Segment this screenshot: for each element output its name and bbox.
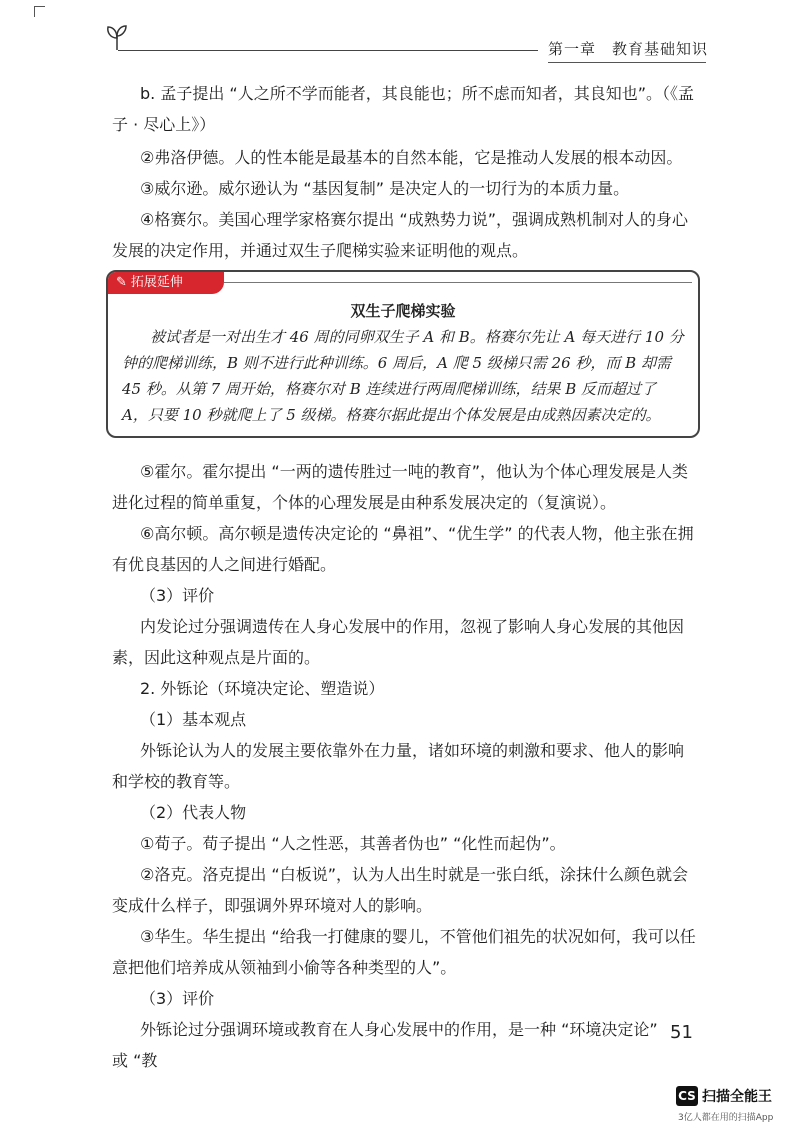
chapter-title: 第一章 教育基础知识 (548, 40, 709, 58)
heading-evaluation-2: （3）评价 (140, 989, 215, 1008)
paragraph-gesell: ④格赛尔。美国心理学家格赛尔提出 “成熟势力说”，强调成熟机制对人的身心发展的决定作用，并通过双生子爬梯实验来证明他的观点。 (112, 210, 689, 260)
paragraph-xunzi: ①荀子。荀子提出 “人之性恶，其善者伪也” “化性而起伪”。 (140, 834, 566, 853)
paragraph-watson: ③华生。华生提出 “给我一打健康的婴儿，不管他们祖先的状况如何，我可以任意把他们培养成从领袖到小偷等各种类型的人”。 (112, 927, 696, 977)
scanner-watermark (676, 1084, 786, 1124)
extension-tab-label: 拓展延伸 (130, 275, 183, 290)
paragraph-evaluation-1: 内发论过分强调遗传在人身心发展中的作用，忽视了影响人身心发展的其他因素，因此这种观点是片面的。 (112, 617, 685, 667)
paragraph-wilson: ③威尔逊。威尔逊认为 “基因复制” 是决定人的一切行为的本质力量。 (140, 179, 630, 198)
pen-icon: ✎ (116, 275, 127, 290)
paragraph-freud: ②弗洛伊德。人的性本能是最基本的自然本能，它是推动人发展的根本动因。 (140, 148, 683, 167)
paragraph-mencius: b. 孟子提出 “人之所不学而能者，其良能也；所不虑而知者，其良知也”。（《孟子 · 尽心上》） (112, 84, 694, 134)
heading-evaluation-1: （3）评价 (140, 586, 215, 605)
scanner-name: 扫描全能王 (702, 1089, 772, 1105)
scanner-tagline: 3亿人都在用的扫描App (678, 1113, 774, 1123)
extension-tab (108, 272, 224, 294)
header-rule (118, 50, 538, 51)
paragraph-hall: ⑤霍尔。霍尔提出 “一两的遗传胜过一吨的教育”，他认为个体心理发展是人类进化过程的简单重复，个体的心理发展是由种系发展决定的（复演说）。 (112, 462, 689, 512)
paragraph-galton: ⑥高尔顿。高尔顿是遗传决定论的 “鼻祖”、“优生学” 的代表人物，他主张在拥有优良基因的人之间进行婚配。 (112, 524, 694, 574)
extension-title: 双生子爬梯实验 (350, 302, 456, 320)
scanner-logo-icon: CS (676, 1086, 698, 1106)
heading-basic-view: （1）基本观点 (140, 710, 247, 729)
extension-box (106, 270, 700, 438)
extension-body: 被试者是一对出生才 46 周的同卵双生子 A 和 B。格赛尔先让 A 每天进行 10 分钟的爬梯训练，B 则不进行此种训练。6 周后，A 爬 5 级梯只需 26 秒，而 B 却需 45 秒。从第 7 周开始，格赛尔对 B 连续进行两周爬梯训练，结果 B 反而超过了 A，只要 10 秒就爬上了 5 级梯。格赛尔据此提出个体发展是由成熟因素决定的。 (122, 328, 684, 424)
extension-rule (224, 282, 692, 283)
heading-representatives: （2）代表人物 (140, 803, 247, 822)
paragraph-basic-view: 外铄论认为人的发展主要依靠外在力量，诸如环境的刺激和要求、他人的影响和学校的教育等。 (112, 741, 685, 791)
paragraph-evaluation-2: 外铄论过分强调环境或教育在人身心发展中的作用，是一种 “环境决定论” 或 “教 (112, 1020, 658, 1070)
heading-external: 2. 外铄论（环境决定论、塑造说） (140, 679, 385, 698)
sprout-icon (104, 22, 130, 52)
corner-mark (34, 6, 45, 17)
paragraph-locke: ②洛克。洛克提出 “白板说”，认为人出生时就是一张白纸，涂抹什么颜色就会变成什么样子，即强调外界环境对人的影响。 (112, 865, 689, 915)
chapter-underline (548, 62, 706, 63)
page-number: 51 (670, 1022, 693, 1043)
